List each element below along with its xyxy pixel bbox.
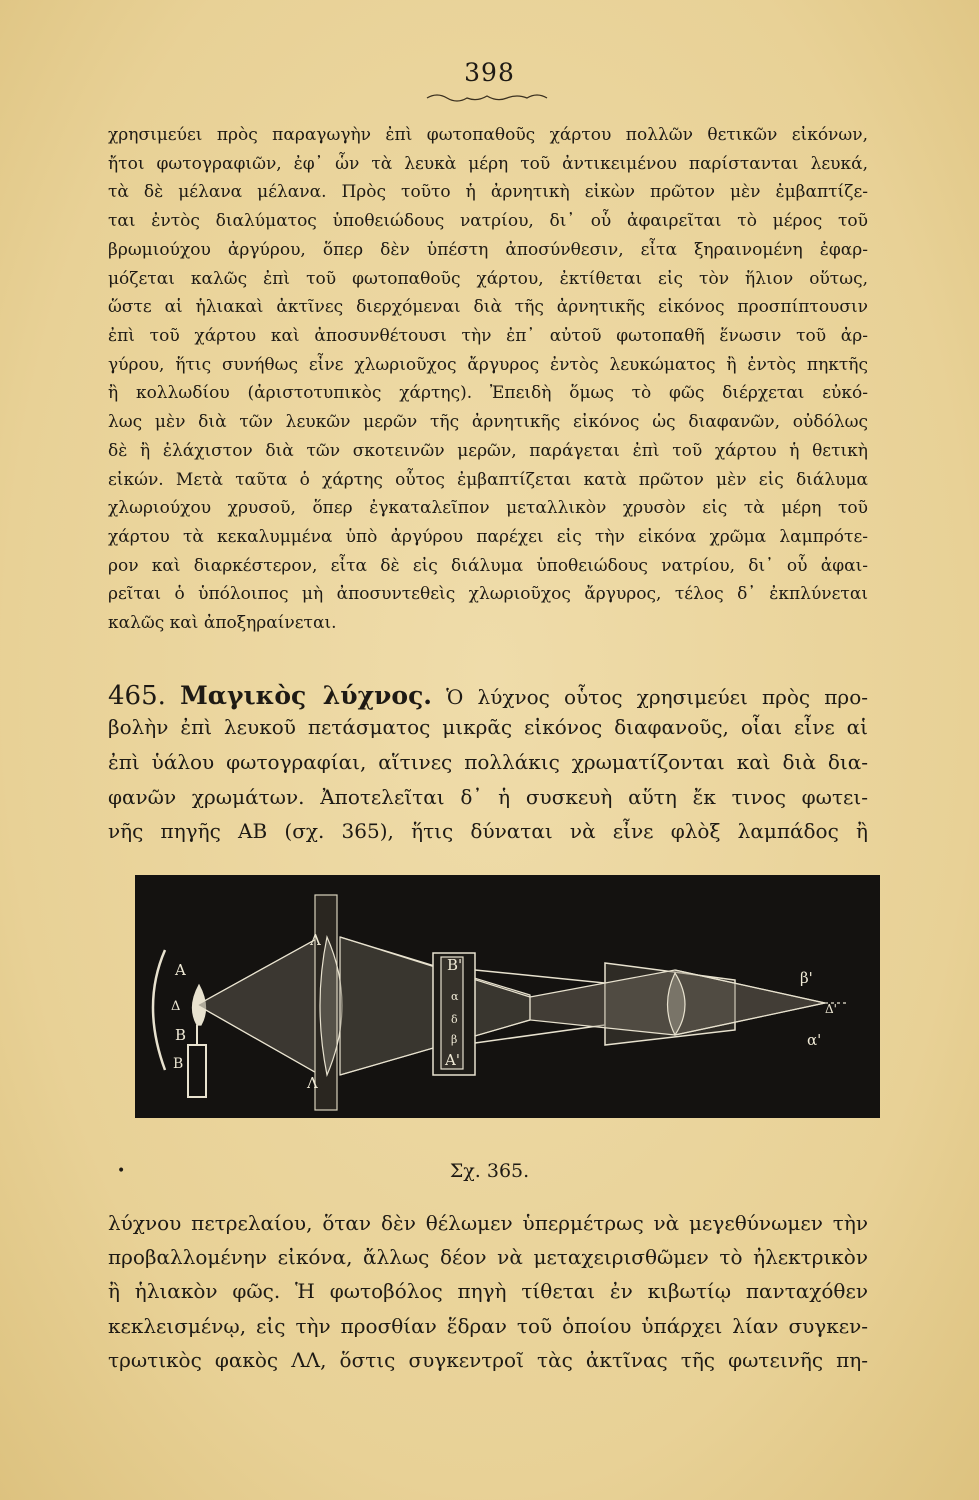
paragraph-3-line: κεκλεισμένῳ, εἰς τὴν προσθίαν ἕδραν τοῦ ὁποίου ὑπάρχει λίαν συγκεν-: [108, 1314, 868, 1338]
paragraph-1-line: βρωμιούχου ἀργύρου, ὅπερ δὲν ὑπέστη ἀποσύνθεσιν, εἶτα ξηραινομένη ἐφαρ-: [108, 240, 868, 260]
label-B: Β: [175, 1026, 187, 1044]
label-lambda-bottom: Λ: [307, 1074, 318, 1092]
label-A: Α: [175, 961, 186, 979]
paragraph-1-line: ται ἐντὸς διαλύματος ὑποθειώδους νατρίου, δι᾽ οὗ ἀφαιρεῖται τὸ μέρος τοῦ: [108, 211, 868, 231]
section-number: 465.: [108, 681, 166, 711]
paragraph-1-line: δὲ ἢ ἐλάχιστον διὰ τῶν σκοτεινῶν μερῶν, παράγεται ἐπὶ τοῦ χάρτου ἡ θετικὴ: [108, 441, 868, 461]
paragraph-1-line: ἢ κολλωδίου (ἀριστοτυπικὸς χάρτης). Ἐπειδὴ ὅμως τὸ φῶς διέρχεται εὐκό-: [108, 383, 868, 403]
paragraph-3-line: ἢ ἡλιακὸν φῶς. Ἡ φωτοβόλος πηγὴ τίθεται ἐν κιβωτίῳ πανταχόθεν: [108, 1279, 868, 1303]
label-alpha: α: [451, 990, 459, 1003]
paragraph-3-line: τρωτικὸς φακὸς ΛΛ, ὅστις συγκεντροῖ τὰς ἀκτῖνας τῆς φωτεινῆς πη-: [108, 1348, 868, 1372]
header-ornament: [425, 90, 550, 104]
paragraph-1-line: ὥστε αἱ ἡλιακαὶ ἀκτῖνες διερχόμεναι διὰ τῆς ἀρνητικῆς εἰκόνος προσπίπτουσιν: [108, 297, 868, 317]
lamp-body: [188, 1045, 206, 1097]
mirror: [153, 950, 165, 1070]
paragraph-1-line: γύρου, ἥτις συνήθως εἶνε χλωριοῦχος ἄργυρος ἐντὸς λευκώματος ἢ ἐντὸς πηκτῆς: [108, 355, 868, 375]
paragraph-3-line: προβαλλομένην εἰκόνα, ἄλλως δέον νὰ μεταχειρισθῶμεν τὸ ἠλεκτρικὸν: [108, 1245, 868, 1269]
label-delta-prime: Δ': [825, 1002, 837, 1016]
label-beta: β: [451, 1033, 458, 1046]
label-alpha-prime: α': [807, 1031, 822, 1049]
stray-mark: •: [117, 1163, 126, 1179]
section-line: φανῶν χρωμάτων. Ἀποτελεῖται δ᾽ ἡ συσκευὴ αὕτη ἔκ τινος φωτει-: [108, 785, 868, 809]
figure-drawing: [135, 875, 880, 1118]
label-lambda-top: Λ: [310, 931, 321, 949]
section-line: νῆς πηγῆς ΑΒ (σχ. 365), ἥτις δύναται νὰ εἶνε φλὸξ λαμπάδος ἢ: [108, 819, 868, 843]
paragraph-1-line: λως μὲν διὰ τῶν λευκῶν μερῶν τῆς ἀρνητικῆς εἰκόνος ὡς διαφανῶν, οὐδόλως: [108, 412, 868, 432]
paragraph-1-line: εἰκών. Μετὰ ταῦτα ὁ χάρτης οὗτος ἐμβαπτίζεται κατὰ πρῶτον μὲν εἰς διάλυμα: [108, 470, 868, 490]
label-B-lower: Β: [173, 1056, 184, 1072]
condenser-lens: [320, 937, 342, 1075]
paragraph-1-line: χάρτου τὰ κεκαλυμμένα ὑπὸ ἀργύρου παρέχει εἰς τὴν εἰκόνα χρῶμα λαμπρότε-: [108, 527, 868, 547]
paragraph-1-line: μόζεται καλῶς ἐπὶ τοῦ φωτοπαθοῦς χάρτου, ἐκτίθεται εἰς τὸν ἥλιον οὕτως,: [108, 269, 868, 289]
ray-cone-1: [197, 937, 320, 1075]
label-A-prime: Α': [445, 1051, 460, 1069]
magic-lantern-figure: [135, 875, 880, 1118]
paragraph-1-line: τὰ δὲ μέλανα μέλανα. Πρὸς τοῦτο ἡ ἀρνητικὴ εἰκὼν πρῶτον μὲν ἐμβαπτίζε-: [108, 182, 868, 202]
label-delta-small: δ: [451, 1013, 458, 1026]
paragraph-1-line: καλῶς καὶ ἀποξηραίνεται.: [108, 613, 337, 633]
paragraph-3-line: λύχνου πετρελαίου, ὅταν δὲν θέλωμεν ὑπερμέτρως νὰ μεγεθύνωμεν τὴν: [108, 1211, 868, 1235]
label-B-prime: Β': [447, 956, 463, 974]
label-beta-prime: β': [800, 969, 813, 987]
paragraph-1-line: χρησιμεύει πρὸς παραγωγὴν ἐπὶ φωτοπαθοῦς χάρτου πολλῶν θετικῶν εἰκόνων,: [108, 125, 868, 145]
section-first-line-text: Ὁ λύχνος οὗτος χρησιμεύει πρὸς προ-: [446, 685, 868, 709]
paragraph-1-line: ἤτοι φωτογραφιῶν, ἐφ᾽ ὧν τὰ λευκὰ μέρη τοῦ ἀντικειμένου παρίστανται λευκά,: [108, 154, 868, 174]
paragraph-1-line: χλωριούχου χρυσοῦ, ὅπερ ἐγκαταλεῖπον μεταλλικὸν χρυσὸν εἰς τὰ μέρη τοῦ: [108, 498, 868, 518]
section-line: ἐπὶ ὑάλου φωτογραφίαι, αἵτινες πολλάκις χρωματίζονται καὶ διὰ δια-: [108, 750, 868, 774]
label-delta: Δ: [171, 999, 181, 1014]
section-heading-line: [108, 683, 868, 709]
section-line: βολὴν ἐπὶ λευκοῦ πετάσματος μικρᾶς εἰκόνος διαφανοῦς, οἷαι εἶνε αἱ: [108, 715, 868, 739]
paragraph-1-line: ρον καὶ διαρκέστερον, εἶτα δὲ εἰς διάλυμα ὑποθειώδους νατρίου, δι᾽ οὗ ἀφαι-: [108, 556, 868, 576]
figure-caption: Σχ. 365.: [449, 1160, 530, 1182]
paragraph-1-line: ἐπὶ τοῦ χάρτου καὶ ἀποσυνθέτουσι τὴν ἐπ᾽ αὐτοῦ φωτοπαθῆ ἕνωσιν τοῦ ἀρ-: [108, 326, 868, 346]
page-number: 398: [464, 58, 515, 87]
paragraph-1-line: ρεῖται ὁ ὑπόλοιπος μὴ ἀποσυντεθεὶς χλωριοῦχος ἄργυρος, τέλος δ᾽ ἐκπλύνεται: [108, 584, 868, 604]
section-title: Μαγικὸς λύχνος.: [180, 681, 432, 710]
